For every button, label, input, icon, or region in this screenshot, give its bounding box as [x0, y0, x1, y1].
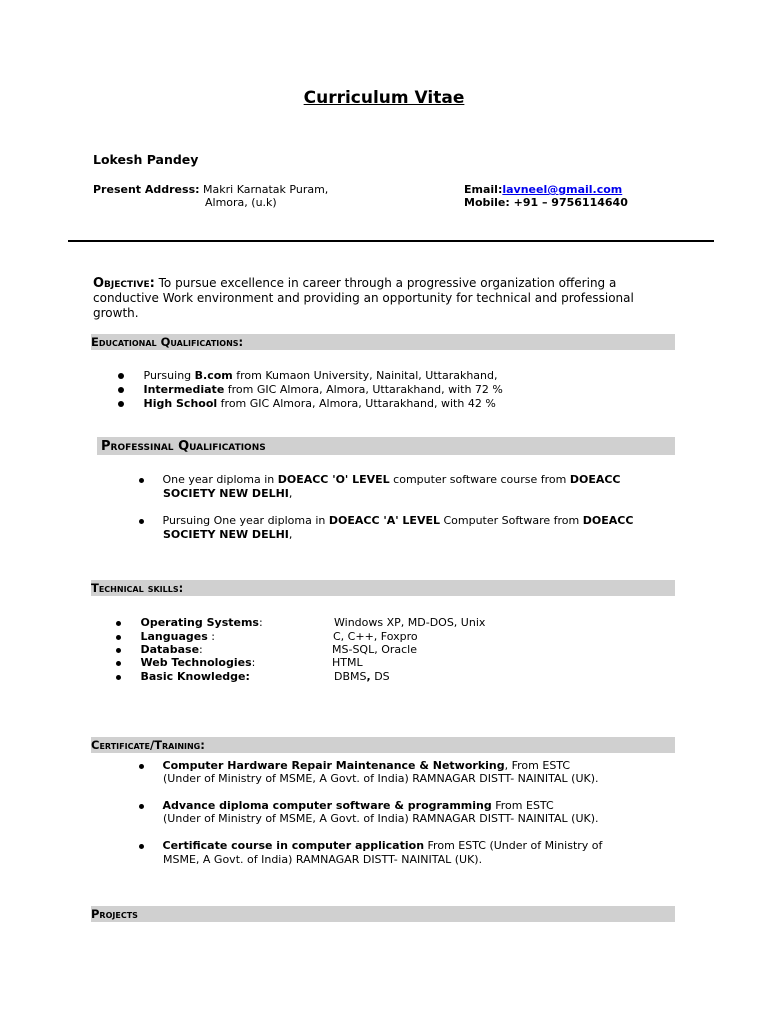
list-item-continuation: (Under of Ministry of MSME, A Govt. of India) RAMNAGAR DISTT- NAINITAL (UK). — [163, 812, 599, 825]
item-bold: DOEACC 'O' LEVEL — [277, 473, 390, 486]
skill-value: DBMS, DS — [334, 670, 390, 683]
professional-heading — [97, 437, 675, 455]
skill-value: HTML — [332, 656, 363, 669]
list-item — [116, 670, 250, 684]
list-item — [139, 799, 554, 813]
certificates-heading — [91, 737, 675, 753]
list-item — [118, 383, 503, 397]
item-bold: High School — [143, 397, 218, 410]
skill-sep: : — [207, 630, 215, 643]
item-text: from Kumaon University, Nainital, Uttarakhand, — [232, 369, 498, 382]
bullet-icon — [139, 519, 144, 524]
projects-heading — [91, 906, 675, 922]
list-item-continuation: (Under of Ministry of MSME, A Govt. of India) RAMNAGAR DISTT- NAINITAL (UK). — [163, 772, 599, 785]
skill-value: Windows XP, MD-DOS, Unix — [334, 616, 486, 629]
list-item-continuation — [163, 528, 292, 542]
item-text: One year diploma in — [162, 473, 278, 486]
skill-value: C, C++, Foxpro — [333, 630, 418, 643]
bullet-icon — [116, 635, 121, 640]
education-heading-text: Educational Qualifications: — [91, 335, 244, 349]
item-bold: SOCIETY NEW DELHI — [163, 528, 289, 541]
email-line — [464, 183, 622, 197]
item-text: Computer Software from — [439, 514, 583, 527]
email-link[interactable]: lavneel@gmail.com — [502, 183, 623, 196]
item-text: , From ESTC — [504, 759, 571, 772]
document-title: Curriculum Vitae — [303, 88, 465, 108]
skill-label: Operating Systems — [140, 616, 259, 629]
address-line-1: Makri Karnatak Puram, — [203, 183, 329, 196]
item-bold: Intermediate — [143, 383, 225, 396]
item-text: from GIC Almora, Almora, Uttarakhand, with 72 % — [224, 383, 503, 396]
bullet-icon — [116, 648, 121, 653]
skill-value-part: DS — [374, 670, 390, 683]
candidate-name: Lokesh Pandey — [93, 152, 199, 167]
list-item — [139, 759, 570, 773]
bullet-icon — [139, 764, 144, 769]
list-item — [139, 514, 633, 528]
item-text: from GIC Almora, Almora, Uttarakhand, with 42 % — [217, 397, 496, 410]
mobile-label: Mobile: — [464, 196, 510, 209]
skill-label: Languages — [140, 630, 208, 643]
list-item-continuation: MSME, A Govt. of India) RAMNAGAR DISTT- NAINITAL (UK). — [163, 853, 483, 866]
address-label: Present Address: — [93, 183, 200, 196]
bullet-icon — [139, 804, 144, 809]
item-bold: Certificate course in computer application — [162, 839, 425, 852]
bullet-icon — [139, 478, 144, 483]
bullet-icon — [139, 844, 144, 849]
list-item — [118, 369, 498, 383]
skill-value-part: DBMS — [334, 670, 367, 683]
header-divider — [68, 240, 714, 242]
list-item — [116, 616, 263, 630]
bullet-icon — [118, 373, 124, 379]
list-item — [116, 643, 203, 657]
email-label: Email: — [464, 183, 503, 196]
bullet-icon — [118, 401, 124, 407]
item-bold: Computer Hardware Repair Maintenance & Networking — [162, 759, 505, 772]
professional-heading-text: Professinal Qualifications — [101, 439, 266, 454]
list-item — [139, 473, 621, 487]
education-heading — [91, 334, 675, 350]
item-bold: DOEACC 'A' LEVEL — [328, 514, 440, 527]
bullet-icon — [116, 661, 121, 666]
list-item — [139, 839, 602, 853]
list-item — [116, 630, 215, 644]
mobile-number: +91 – 9756114640 — [513, 196, 628, 209]
certificates-heading-text: Certificate/Training: — [91, 738, 205, 752]
bullet-icon — [116, 621, 121, 626]
list-item-continuation — [163, 487, 292, 501]
item-text: Pursuing — [143, 369, 195, 382]
bullet-icon — [118, 387, 124, 393]
skill-label: Web Technologies — [140, 656, 252, 669]
item-bold: Advance diploma computer software & programming — [162, 799, 492, 812]
list-item — [118, 397, 496, 411]
skill-sep: : — [199, 643, 203, 656]
item-bold: B.com — [194, 369, 233, 382]
item-bold: DOEACC — [569, 473, 621, 486]
objective-section — [93, 276, 683, 321]
item-text: Pursuing One year diploma in — [162, 514, 329, 527]
item-text: , — [288, 528, 293, 541]
technical-heading — [91, 580, 675, 596]
skill-label: Database — [140, 643, 200, 656]
skill-sep: : — [251, 656, 256, 669]
skill-value: MS-SQL, Oracle — [332, 643, 417, 656]
item-text: From ESTC — [491, 799, 554, 812]
item-bold: DOEACC — [582, 514, 634, 527]
objective-text: To pursue excellence in career through a progressive organization offering a conductive Work environment and providing an opportunity for technical and professional growth. — [93, 276, 634, 320]
item-text: From ESTC (Under of Ministry of — [424, 839, 603, 852]
skill-label: Basic Knowledge: — [140, 670, 250, 683]
item-bold: SOCIETY NEW DELHI — [163, 487, 289, 500]
address-line-2: Almora, (u.k) — [205, 196, 277, 209]
objective-label: Objective: — [93, 276, 155, 291]
bullet-icon — [116, 675, 121, 680]
skill-sep: : — [258, 616, 263, 629]
item-text: computer software course from — [389, 473, 570, 486]
projects-heading-text: Projects — [91, 907, 138, 921]
item-text: , — [288, 487, 293, 500]
address-block — [93, 183, 328, 197]
technical-heading-text: Technical skills: — [91, 581, 184, 595]
mobile-line — [464, 196, 628, 210]
list-item — [116, 656, 255, 670]
